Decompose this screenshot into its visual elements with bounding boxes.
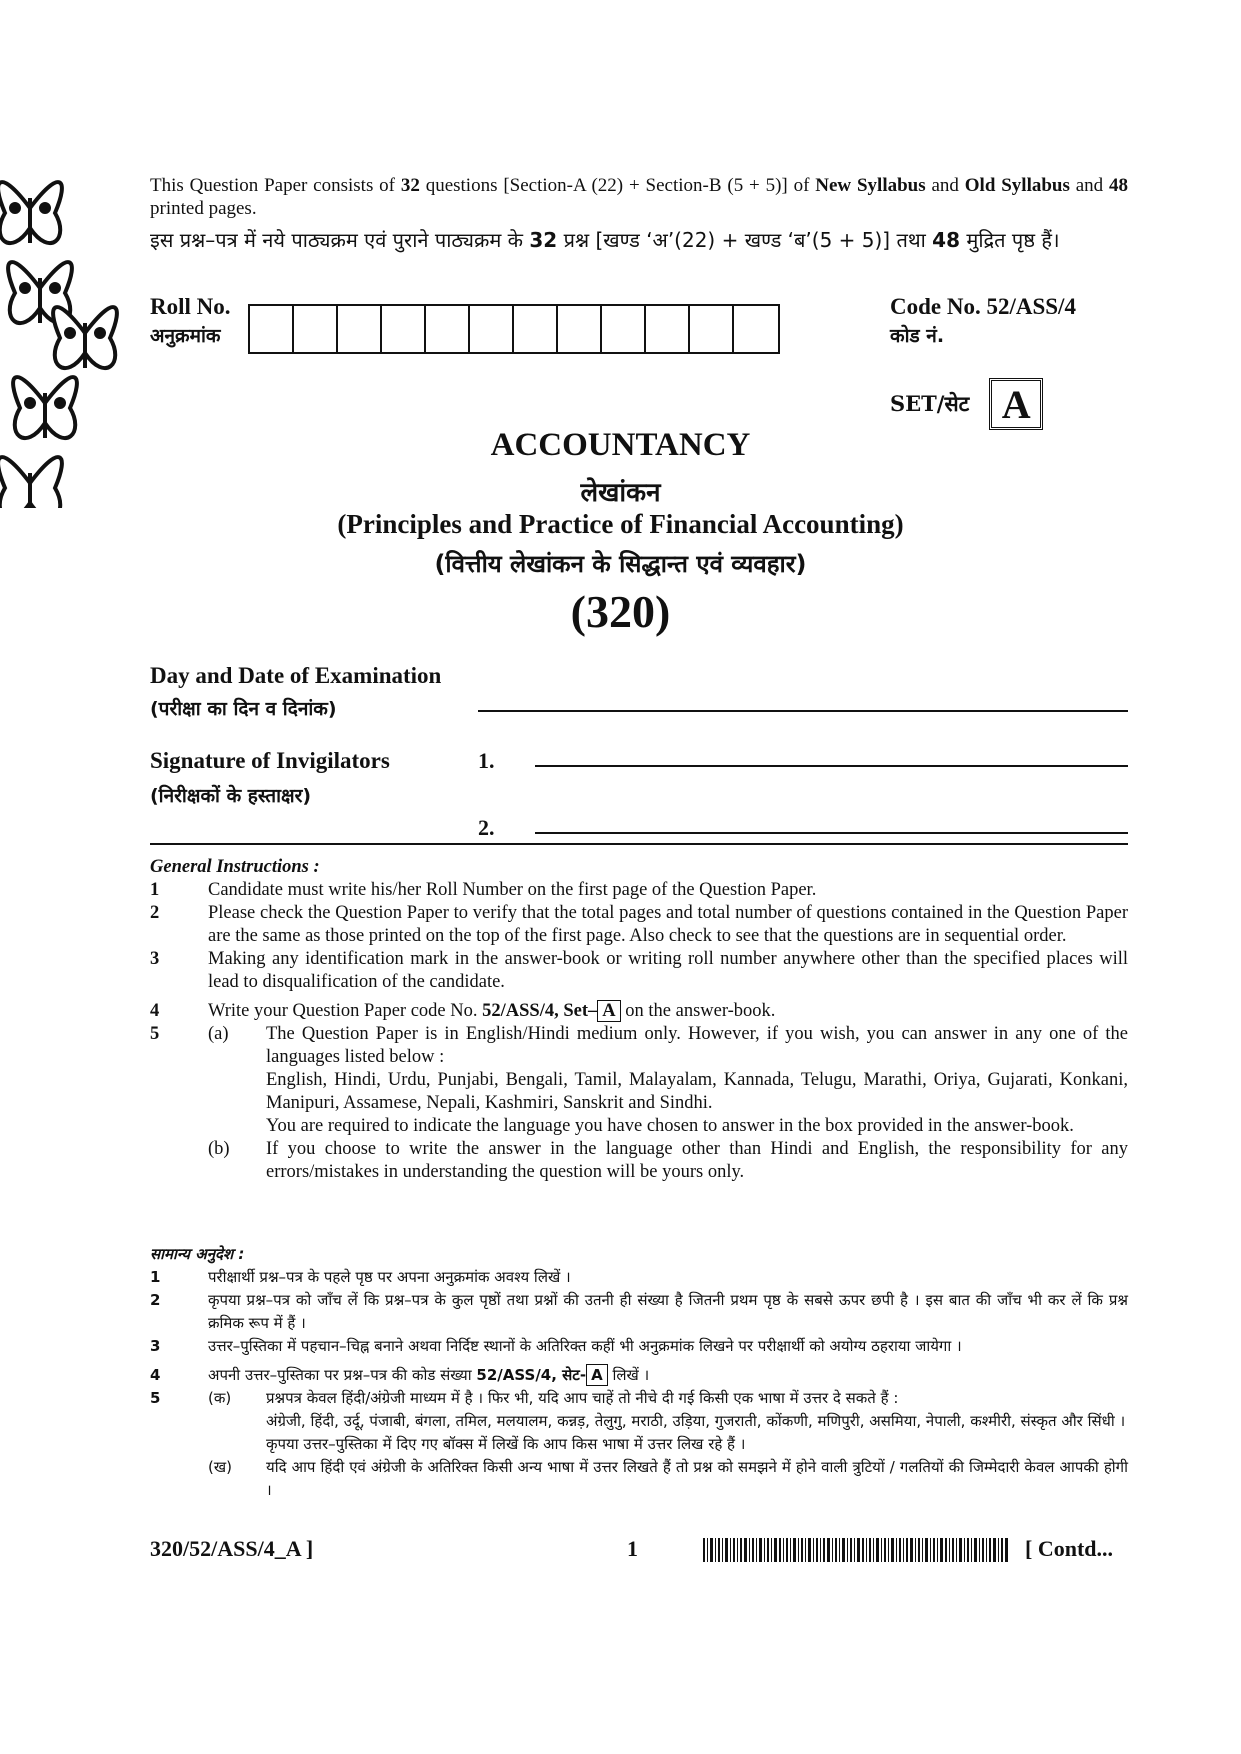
roll-label-hindi: अनुक्रमांक (150, 325, 221, 347)
general-instructions (150, 856, 1128, 1184)
invigilator-2-number: 2. (478, 815, 495, 840)
roll-digit-box[interactable] (338, 306, 382, 352)
roll-digit-box[interactable] (690, 306, 734, 352)
page-number: 1 (627, 1536, 638, 1561)
instruction-number: 2 (150, 903, 160, 923)
roll-digit-box[interactable] (294, 306, 338, 352)
set-block (890, 378, 1043, 430)
roll-digit-box[interactable] (470, 306, 514, 352)
instruction-text: परीक्षार्थी प्रश्न–पत्र के पहले पृष्ठ पर अपना अनुक्रमांक अवश्य लिखें । (208, 1268, 571, 1286)
instruction-item (150, 948, 1128, 994)
instruction-item (150, 1000, 1128, 1023)
exam-date-label-hindi: (परीक्षा का दिन व दिनांक) (150, 698, 337, 720)
instruction-item (150, 1456, 1128, 1502)
invigilator-1-number: 1. (478, 748, 495, 773)
instruction-number: 3 (150, 1337, 161, 1355)
footer-paper-code: 320/52/ASS/4_A ] (150, 1536, 314, 1561)
instruction-item (150, 1138, 1128, 1184)
instruction-text: Making any identification mark in the answer-book or writing roll number anywhere other than the specified places will lead to disqualification of the candidate. (208, 949, 1128, 992)
general-instructions-hindi (150, 1243, 1128, 1502)
set-inline-box: A (597, 1000, 620, 1022)
sub-item-label: (b) (208, 1139, 230, 1159)
continued-marker: [ Contd... (1025, 1536, 1114, 1561)
instruction-item (150, 1289, 1128, 1335)
exam-date-line[interactable] (478, 710, 1128, 712)
instruction-text: Candidate must write his/her Roll Number on the first page of the Question Paper. (208, 880, 817, 900)
instruction-number: 5 (150, 1389, 161, 1407)
section-divider (150, 843, 1128, 845)
instruction-item (150, 1266, 1128, 1289)
instruction-item (150, 1023, 1128, 1138)
instruction-item (150, 902, 1128, 948)
instruction-text: अपनी उत्तर–पुस्तिका पर प्रश्न–पत्र की कोड संख्या 52/ASS/4, सेट- A लिखें । (208, 1366, 650, 1384)
roll-label: Roll No. (150, 294, 231, 319)
instruction-number: 5 (150, 1024, 160, 1044)
code-number-block (890, 292, 1076, 350)
instruction-item (150, 1387, 1128, 1456)
instructions-heading: General Instructions : (150, 857, 320, 877)
invigilator-signature-label: Signature of Invigilators (150, 748, 390, 773)
instruction-item (150, 879, 1128, 902)
instruction-number: 4 (150, 1366, 161, 1384)
instruction-number: 1 (150, 1268, 161, 1286)
sub-item-label: (क) (208, 1389, 232, 1407)
instruction-number: 2 (150, 1291, 161, 1309)
paper-summary-hindi: इस प्रश्न–पत्र में नये पाठ्यक्रम एवं पुराने पाठ्यक्रम के 32 प्रश्न [खण्ड ‘अ’(22) + खण्ड ‘ब’(5 + 5)] तथा 48 मुद्रित पृष्ठ हैं। (150, 228, 1060, 252)
set-inline-box: A (586, 1364, 608, 1386)
invigilator-signature-label-hindi: (निरीक्षकों के हस्ताक्षर) (150, 785, 312, 807)
subject-title-hindi: लेखांकन (580, 478, 661, 508)
subject-code: (320) (570, 586, 671, 637)
exam-date-label: Day and Date of Examination (150, 663, 442, 688)
code-label-hindi: कोड नं. (890, 325, 945, 347)
invigilator-2-line[interactable] (535, 832, 1128, 834)
instruction-text: कृपया प्रश्न–पत्र को जाँच लें कि प्रश्न–पत्र के कुल पृष्ठों तथा प्रश्नों की उतनी ही संख्या है जितनी प्रथम पृष्ठ के सबसे ऊपर छपी है । इस बात की जाँच भी कर लें कि प्रश्न क्रमिक रूप में हैं । (208, 1291, 1128, 1332)
roll-digit-box[interactable] (426, 306, 470, 352)
invigilator-1-line[interactable] (535, 765, 1128, 767)
subject-title: ACCOUNTANCY (490, 427, 751, 463)
sub-item-label: (a) (208, 1024, 229, 1044)
instruction-item (150, 1364, 1128, 1387)
instruction-item (150, 1335, 1128, 1358)
instruction-number: 1 (150, 880, 160, 900)
roll-digit-box[interactable] (382, 306, 426, 352)
page-footer (0, 1536, 1241, 1568)
instruction-number: 3 (150, 949, 160, 969)
instruction-number: 4 (150, 1001, 160, 1021)
roll-digit-box[interactable] (734, 306, 778, 352)
instruction-text: Please check the Question Paper to verify that the total pages and total number of questions contained in the Question Paper are the same as those printed on the top of the first page. Also check to see that the questions are in sequential order. (208, 903, 1128, 946)
paper-title: (Principles and Practice of Financial Accounting) (337, 509, 904, 539)
roll-number-boxes[interactable] (248, 304, 780, 354)
roll-digit-box[interactable] (514, 306, 558, 352)
instruction-text: The Question Paper is in English/Hindi medium only. However, if you wish, you can answer in any one of the languages listed below : English, Hindi, Urdu, Punjabi, Bengali, Tamil, Malayalam, Kannada, Telugu, Marathi, Oriya, Gujarati, Konkani, Manipuri, Assamese, Nepali, Kashmiri, Sanskrit and Sindhi. You are required to indicate the language you have chosen to answer in the box provided in the answer-book. (266, 1024, 1128, 1136)
roll-digit-box[interactable] (646, 306, 690, 352)
paper-summary: This Question Paper consists of 32 questions [Section-A (22) + Section-B (5 + 5)] of New Syllabus and Old Syllabus and 48 printed pages. (150, 175, 1129, 219)
instruction-text: प्रश्नपत्र केवल हिंदी/अंग्रेजी माध्यम में है । फिर भी, यदि आप चाहें तो नीचे दी गई किसी एक भाषा में उत्तर दे सकते हैं : अंग्रेजी, हिंदी, उर्दू, पंजाबी, बंगला, तमिल, मलयालम, कन्नड़, तेलुगु, मराठी, उड़िया, गुजराती, कोंकणी, मणिपुरी, असमिया, नेपाली, कश्मीरी, संस्कृत और सिंधी । कृपया उत्तर–पुस्तिका में दिए गए बॉक्स में लिखें कि आप किस भाषा में उत्तर लिख रहे हैं । (266, 1389, 1126, 1453)
roll-digit-box[interactable] (250, 306, 294, 352)
set-box: A (989, 378, 1043, 430)
roll-digit-box[interactable] (602, 306, 646, 352)
instructions-heading-hindi: सामान्य अनुदेश : (150, 1245, 245, 1263)
sub-item-label: (ख) (208, 1458, 232, 1476)
roll-number-block (150, 292, 231, 350)
set-label: SET/सेट (890, 391, 970, 416)
code-label: Code No. 52/ASS/4 (890, 294, 1076, 319)
instruction-text: यदि आप हिंदी एवं अंग्रेजी के अतिरिक्त किसी अन्य भाषा में उत्तर लिखते हैं तो प्रश्न को समझने में होने वाली त्रुटियों / गलतियों की जिम्मेदारी केवल आपकी होगी । (266, 1458, 1128, 1499)
instruction-text: उत्तर–पुस्तिका में पहचान–चिह्न बनाने अथवा निर्दिष्ट स्थानों के अतिरिक्त कहीं भी अनुक्रमांक लिखने पर परीक्षार्थी को अयोग्य ठहराया जायेगा । (208, 1337, 962, 1355)
barcode-image (703, 1538, 1009, 1562)
paper-title-hindi: (वित्तीय लेखांकन के सिद्धान्त एवं व्यवहार) (434, 550, 807, 578)
instruction-text: If you choose to write the answer in the language other than Hindi and English, the responsibility for any errors/mistakes in understanding the question will be yours only. (266, 1139, 1128, 1182)
roll-digit-box[interactable] (558, 306, 602, 352)
instruction-text: Write your Question Paper code No. 52/ASS/4, Set– A on the answer-book. (208, 1001, 776, 1021)
